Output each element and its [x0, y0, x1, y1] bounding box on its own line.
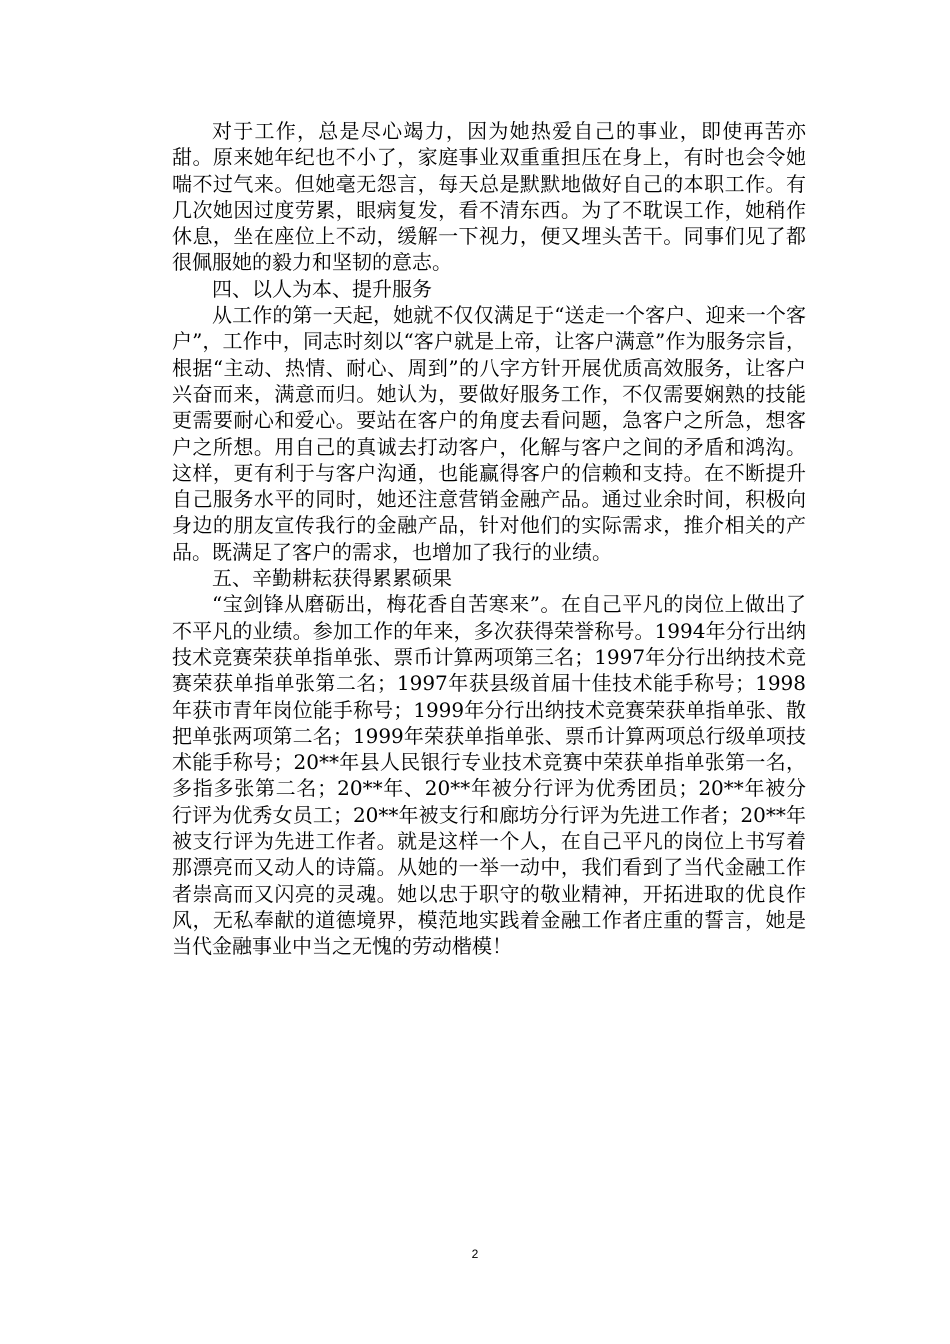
document-body [172, 118, 806, 960]
page-number: 2 [471, 1247, 479, 1261]
paragraph-dedication: 对于工作，总是尽心竭力，因为她热爱自己的事业，即使再苦亦甜。原来她年纪也不小了，家庭事业双重重担压在身上，有时也会令她喘不过气来。但她毫无怨言，每天总是默默地做好自己的本职工作。有几次她因过度劳累，眼病复发，看不清东西。为了不耽误工作，她稍作休息，坐在座位上不动，缓解一下视力，便又埋头苦干。同事们见了都很佩服她的毅力和坚韧的意志。 [172, 119, 806, 275]
paragraph-service: 从工作的第一天起，她就不仅仅满足于“送走一个客户、迎来一个客户”，工作中，同志时刻以“客户就是上帝，让客户满意”作为服务宗旨，根据“主动、热情、耐心、周到”的八字方针开展优质高效服务，让客户兴奋而来，满意而归。她认为，要做好服务工作，不仅需要娴熟的技能更需要耐心和爱心。要站在客户的角度去看问题，急客户之所急，想客户之所想。用自己的真诚去打动客户，化解与客户之间的矛盾和鸿沟。这样，更有利于与客户沟通，也能赢得客户的信赖和支持。在不断提升自己服务水平的同时，她还注意营销金融产品。通过业余时间，积极向身边的朋友宣传我行的金融产品，针对他们的实际需求，推介相关的产品。既满足了客户的需求，也增加了我行的业绩。 [172, 303, 806, 564]
paragraph-achievements: “宝剑锋从磨砺出，梅花香自苦寒来”。在自己平凡的岗位上做出了不平凡的业绩。参加工作的年来，多次获得荣誉称号。1994年分行出纳技术竞赛荣获单指单张、票币计算两项第三名；1997年分行出纳技术竞赛荣获单指单张第二名；1997年获县级首届十佳技术能手称号；1998年获市青年岗位能手称号；1999年分行出纳技术竞赛荣获单指单张、散把单张两项第二名；1999年荣获单指单张、票币计算两项总行级单项技术能手称号；20**年县人民银行专业技术竞赛中荣获单指单张第一名，多指多张第二名；20**年、20**年被分行评为优秀团员；20**年被分行评为优秀女员工；20**年被支行和廊坊分行评为先进工作者；20**年被支行评为先进工作者。就是这样一个人，在自己平凡的岗位上书写着那漂亮而又动人的诗篇。从她的一举一动中，我们看到了当代金融工作者崇高而又闪亮的灵魂。她以忠于职守的敬业精神，开拓进取的优良作风，无私奉献的道德境界，模范地实践着金融工作者庄重的誓言，她是当代金融事业中当之无愧的劳动楷模！ [172, 592, 806, 959]
section-heading-four: 四、以人为本、提升服务 [212, 276, 432, 301]
section-heading-five: 五、辛勤耕耘获得累累硕果 [212, 566, 452, 591]
